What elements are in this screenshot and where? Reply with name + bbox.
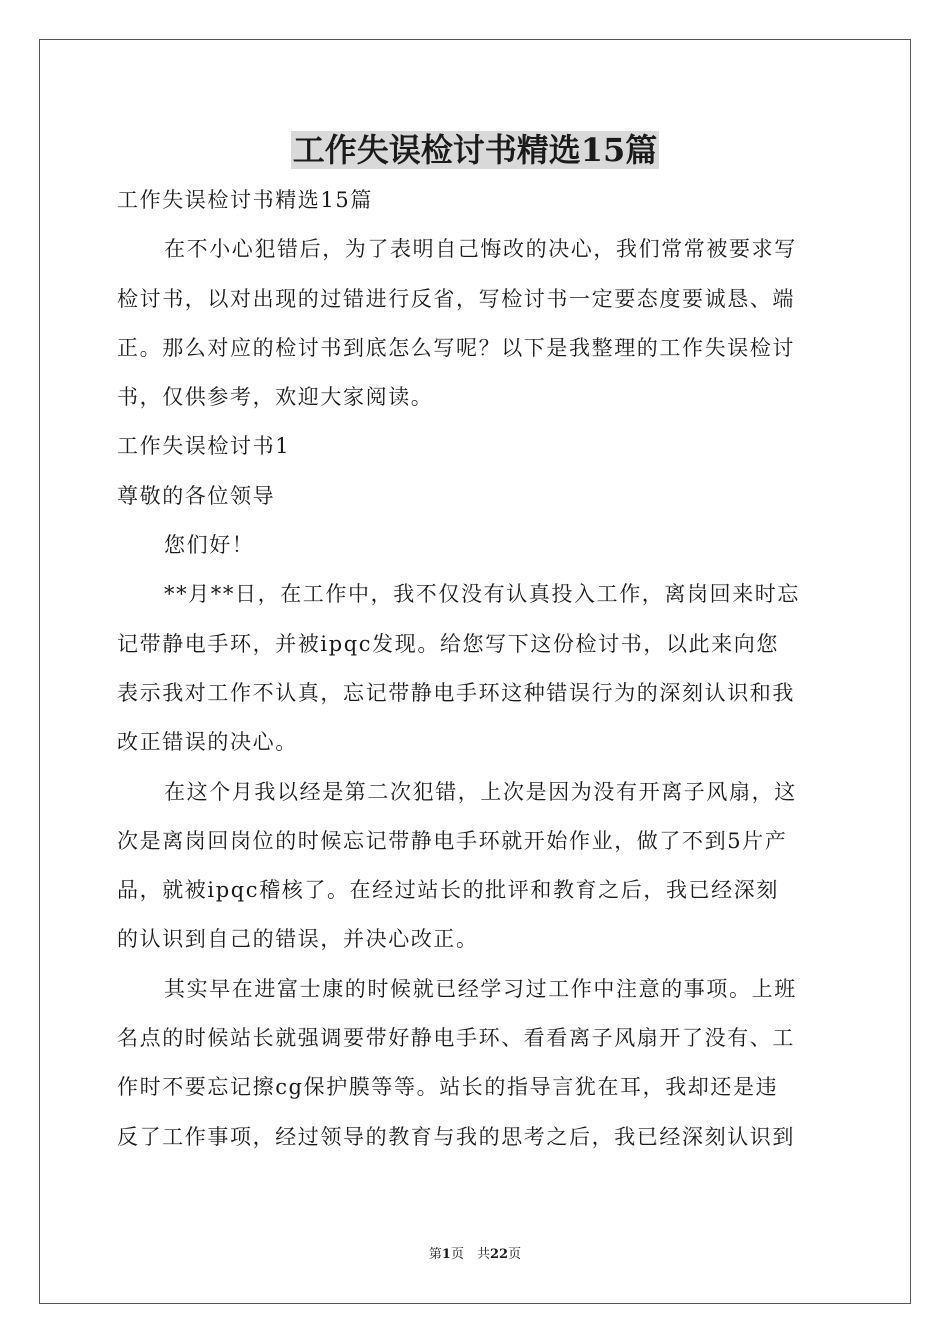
body-line: 品，就被ipqc稽核了。在经过站长的批评和教育之后，我已经深刻 xyxy=(117,878,779,903)
body-line: 表示我对工作不认真，忘记带静电手环这种错误行为的深刻认识和我 xyxy=(117,680,795,705)
document-title-text: 工作失误检讨书精选15篇 xyxy=(292,131,658,169)
body-line: 的认识到自己的错误，并决心改正。 xyxy=(117,927,479,952)
body-line: 次是离岗回岗位的时候忘记带静电手环就开始作业，做了不到5片产 xyxy=(117,828,788,853)
document-body xyxy=(117,176,833,1162)
body-line: 工作失误检讨书精选15篇 xyxy=(117,188,373,212)
body-line: 反了工作事项，经过领导的教育与我的思考之后，我已经深刻认识到 xyxy=(117,1124,795,1149)
body-line: 在不小心犯错后，为了表明自己悔改的决心，我们常常被要求写 xyxy=(164,237,797,262)
page-suffix: 页 xyxy=(508,1247,522,1262)
page-total: 22 xyxy=(489,1247,509,1262)
body-line: 作时不要忘记擦cg保护膜等等。站长的指导言犹在耳，我却还是违 xyxy=(117,1075,779,1100)
body-line: 在这个月我以经是第二次犯错，上次是因为没有开离子风扇，这 xyxy=(164,779,797,804)
body-line: 改正错误的决心。 xyxy=(117,730,298,755)
page-current: 1 xyxy=(441,1247,451,1262)
body-line: 记带静电手环，并被ipqc发现。给您写下这份检讨书，以此来向您 xyxy=(117,631,779,656)
page-mid: 页 共 xyxy=(450,1247,490,1262)
body-line: 其实早在进富士康的时候就已经学习过工作中注意的事项。上班 xyxy=(164,976,797,1001)
greeting: 您们好！ xyxy=(164,533,255,558)
body-line: 检讨书，以对出现的过错进行反省，写检讨书一定要态度要诚恳、端 xyxy=(117,286,795,311)
page-footer xyxy=(0,1246,950,1264)
salutation: 尊敬的各位领导 xyxy=(117,483,276,508)
section-heading: 工作失误检讨书1 xyxy=(117,434,291,459)
body-line: **月**日，在工作中，我不仅没有认真投入工作，离岗回来时忘 xyxy=(164,582,800,607)
body-line: 名点的时候站长就强调要带好静电手环、看看离子风扇开了没有、工 xyxy=(117,1026,795,1051)
body-line: 正。那么对应的检讨书到底怎么写呢？以下是我整理的工作失误检讨 xyxy=(117,335,795,360)
document-title xyxy=(0,128,950,172)
page-prefix: 第 xyxy=(428,1247,442,1262)
body-line: 书，仅供参考，欢迎大家阅读。 xyxy=(117,385,434,410)
